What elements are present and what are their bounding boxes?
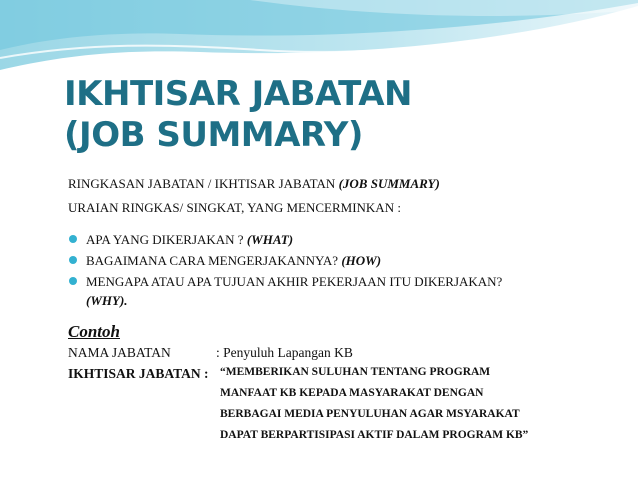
bullet-emphasis: (HOW) (341, 253, 382, 268)
bullet-dot-icon (69, 256, 77, 264)
bullet-text: MENGAPA ATAU APA TUJUAN AKHIR PEKERJAAN ITU DIKERJAKAN? (86, 274, 503, 289)
bullet-item-how (68, 251, 628, 270)
summary-line: MANFAAT KB KEPADA MASYARAKAT DENGAN (220, 387, 484, 399)
bullet-item-what (68, 230, 628, 249)
bullet-item-why (68, 272, 628, 310)
summary-row-2 (68, 387, 628, 408)
definition-emphasis: (JOB SUMMARY) (338, 176, 440, 191)
bullet-dot-icon (69, 235, 77, 243)
job-name-value: : Penyuluh Lapangan KB (216, 345, 353, 360)
title-line-1: IKHTISAR JABATAN (64, 74, 412, 114)
bullet-text: BAGAIMANA CARA MENGERJAKANNYA? (86, 253, 342, 268)
summary-label: IKHTISAR JABATAN : (68, 366, 209, 381)
example-heading: Contoh (68, 322, 120, 341)
summary-line: DAPAT BERPARTISIPASI AKTIF DALAM PROGRAM KB” (220, 429, 529, 441)
header-wave-decoration (0, 0, 638, 80)
summary-row-4 (68, 429, 628, 450)
definition-line (68, 174, 628, 193)
bullet-text: APA YANG DIKERJAKAN ? (86, 232, 247, 247)
summary-line: BERBAGAI MEDIA PENYULUHAN AGAR MSYARAKAT (220, 408, 520, 420)
bullet-list (68, 230, 628, 312)
example-section (68, 345, 628, 450)
summary-row-1 (68, 366, 628, 387)
bullet-dot-icon (69, 277, 77, 285)
job-name-row (68, 345, 628, 366)
bullet-emphasis: (WHY). (86, 293, 128, 308)
summary-row-3 (68, 408, 628, 429)
description-line: URAIAN RINGKAS/ SINGKAT, YANG MENCERMINKAN : (68, 200, 401, 215)
title-line-2: (JOB SUMMARY) (64, 115, 363, 155)
bullet-emphasis: (WHAT) (246, 232, 294, 247)
intro-section (68, 174, 628, 217)
job-name-label: NAMA JABATAN (68, 345, 171, 360)
summary-line: “MEMBERIKAN SULUHAN TENTANG PROGRAM (220, 366, 491, 378)
slide-title (64, 74, 412, 156)
definition-text: RINGKASAN JABATAN / IKHTISAR JABATAN (68, 176, 339, 191)
